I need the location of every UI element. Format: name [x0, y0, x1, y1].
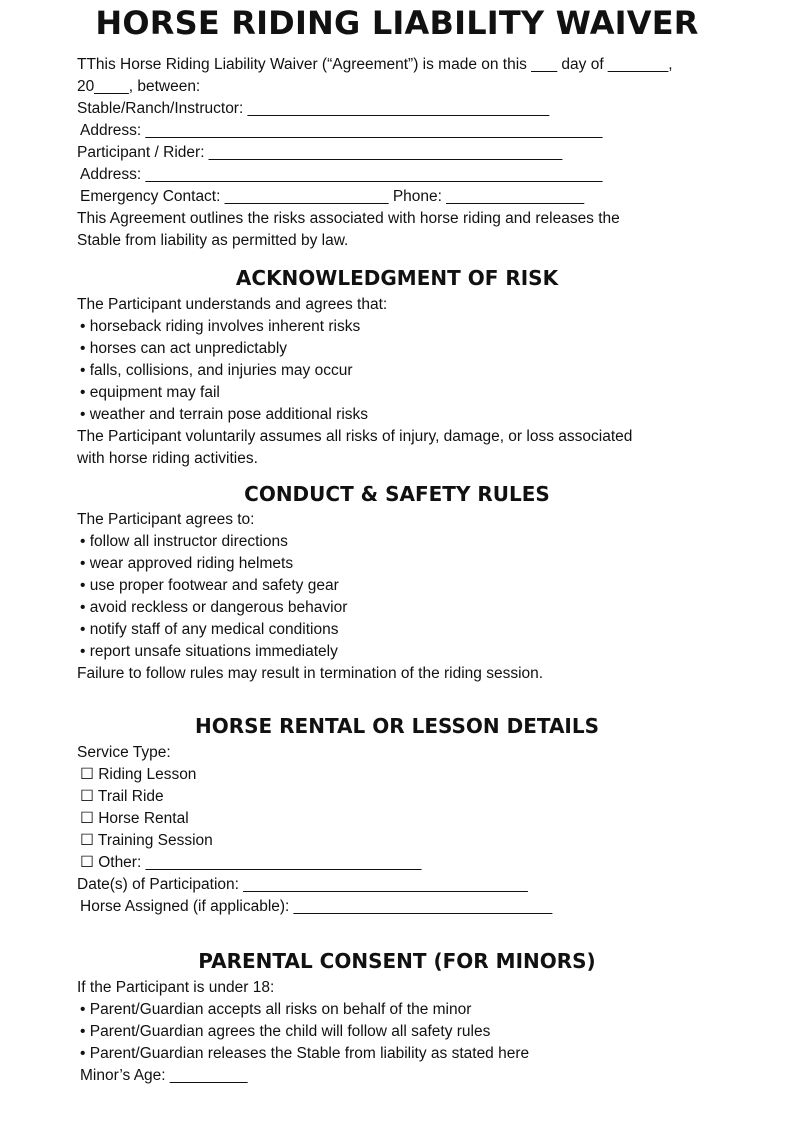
list-item: • Parent/Guardian agrees the child will follow all safety rules: [80, 1023, 491, 1040]
parental-heading: PARENTAL CONSENT (FOR MINORS): [198, 949, 596, 973]
risk-heading: ACKNOWLEDGMENT OF RISK: [235, 266, 559, 290]
service-option-other: ☐ Other: ________________________________: [80, 854, 422, 871]
conduct-section: [77, 509, 737, 685]
list-item: • Parent/Guardian accepts all risks on behalf of the minor: [80, 1001, 472, 1018]
list-item: • horses can act unpredictably: [80, 340, 288, 357]
service-option-riding-lesson: ☐ Riding Lesson: [80, 766, 197, 783]
list-item: • weather and terrain pose additional risks: [80, 406, 369, 423]
parental-section: [77, 977, 737, 1087]
document-title: HORSE RIDING LIABILITY WAIVER: [95, 4, 699, 42]
list-item: • follow all instructor directions: [80, 533, 288, 550]
list-item: • avoid reckless or dangerous behavior: [80, 599, 348, 616]
participant-field: Participant / Rider: _________________________________________: [77, 144, 563, 161]
horse-assigned-field: Horse Assigned (if applicable): ______________________________: [80, 898, 553, 915]
list-item: • notify staff of any medical conditions: [80, 621, 339, 638]
service-option-training-session: ☐ Training Session: [80, 832, 213, 849]
risk-closing-line-2: with horse riding activities.: [77, 450, 258, 467]
agreement-outline-line-2: Stable from liability as permitted by law.: [77, 232, 349, 249]
intro-section: [77, 54, 737, 252]
emergency-contact-field: Emergency Contact: ___________________ Phone: ________________: [80, 188, 585, 205]
minor-age-field: Minor’s Age: _________: [80, 1067, 248, 1084]
risk-section: [77, 294, 737, 470]
service-option-trail-ride: ☐ Trail Ride: [80, 788, 164, 805]
participation-dates-field: Date(s) of Participation: _________________________________: [77, 876, 528, 893]
conduct-heading: CONDUCT & SAFETY RULES: [244, 482, 550, 506]
agreement-date-line: TThis Horse Riding Liability Waiver (“Agreement”) is made on this ___ day of _______,: [77, 56, 673, 73]
service-option-horse-rental: ☐ Horse Rental: [80, 810, 189, 827]
list-item: • horseback riding involves inherent risks: [80, 318, 361, 335]
risk-closing-line-1: The Participant voluntarily assumes all risks of injury, damage, or loss associated: [77, 428, 633, 445]
conduct-lead: The Participant agrees to:: [77, 511, 255, 528]
list-item: • Parent/Guardian releases the Stable from liability as stated here: [80, 1045, 530, 1062]
rental-heading: HORSE RENTAL OR LESSON DETAILS: [194, 714, 600, 738]
agreement-year-line: 20____, between:: [77, 78, 201, 95]
agreement-outline-line-1: This Agreement outlines the risks associated with horse riding and releases the: [77, 210, 620, 227]
list-item: • use proper footwear and safety gear: [80, 577, 339, 594]
rental-section: [77, 742, 737, 918]
participant-address-field: Address: _____________________________________________________: [80, 166, 603, 183]
stable-address-field: Address: _____________________________________________________: [80, 122, 603, 139]
list-item: • report unsafe situations immediately: [80, 643, 338, 660]
parental-lead: If the Participant is under 18:: [77, 979, 275, 996]
service-type-label: Service Type:: [77, 744, 171, 761]
risk-lead: The Participant understands and agrees that:: [77, 296, 388, 313]
list-item: • wear approved riding helmets: [80, 555, 294, 572]
stable-field: Stable/Ranch/Instructor: ___________________________________: [77, 100, 550, 117]
list-item: • equipment may fail: [80, 384, 220, 401]
list-item: • falls, collisions, and injuries may occur: [80, 362, 353, 379]
conduct-closing: Failure to follow rules may result in termination of the riding session.: [77, 665, 544, 682]
